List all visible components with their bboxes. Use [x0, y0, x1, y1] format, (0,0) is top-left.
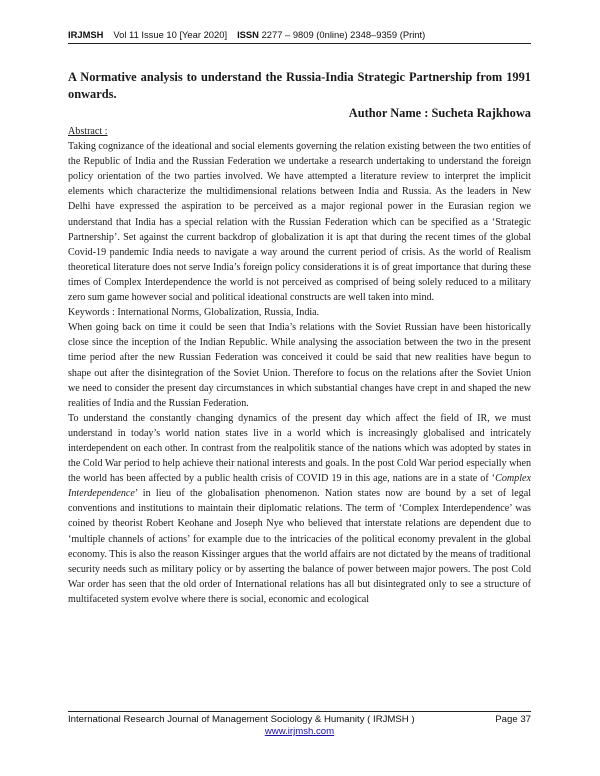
- journal-abbr: IRJMSH: [68, 29, 104, 40]
- journal-website-link[interactable]: www.irjmsh.com: [264, 726, 335, 737]
- abstract-heading: [68, 124, 531, 139]
- abstract-paragraph: Taking cognizance of the ideational and social elements governing the relation existing between the two entities of the Republic of India and the Russian Federation we undertake a research undertaking to understand the foreign policy orientation of the two parties involved. We have attempted a literature review to interpret the implicit elements which characterize the multidimensional relations between India and Russia. As the leaders in New Delhi have expressed the aspiration to be perceived as a major regional power in the Eurasian region we understand that India has a special relation with the Russian Federation which can be specified as a ‘Strategic Partnership’. Set against the current backdrop of globalization it is apt that during the recent times of the global Covid-19 pandemic India needs to navigate a way around the current period of crisis. As the world of Realism theoretical literature does not serve India’s foreign policy considerations it is of great importance that during these times of Complex Interdependence the world is not perceived as comprised of being solely reduced to a military zero sum game however social and political ideational constructs are well taken into mind.: [68, 141, 531, 304]
- para2-text-before: To understand the constantly changing dynamics of the present day which affect the field of IR, we must understand in today’s world nation states live in a world which is increasingly globalised and intricately interdependent on each other. In contrast from the realpolitik stance of the nations which was adopted by states in the Cold War period to help achieve their national interests and goals. In the post Cold War period especially when the world has been affected by a public health crisis of COVID 19 in this age, nations are in a state of ‘: [68, 412, 531, 485]
- running-header: [68, 29, 538, 40]
- page-number: Page 37: [495, 714, 531, 725]
- header-divider: [68, 43, 531, 44]
- article-title: A Normative analysis to understand the Russia-India Strategic Partnership from 1991 onwards.: [68, 70, 531, 101]
- issn-value: 2277 – 9809 (0nline) 2348–9359 (Print): [261, 29, 426, 40]
- footer-journal-name: International Research Journal of Management Sociology & Humanity ( IRJMSH ): [68, 714, 415, 725]
- para2-text-after: ’ in lieu of the globalisation phenomenon. Nation states now are bound by a set of legal conventions and institutions to maintain their diplomatic relations. The term of ‘Complex Interdependence’ was coined by theorist Robert Keohane and Joseph Nye who believed that interstate relations are dependent due to ‘multiple channels of actions’ for example due to the intricacies of the political economy prevalent in the global economy. This is also the reason Kissinger argues that the world affairs are not dictated by the means of traditional security needs such as military policy or by asserting the balance of power between major powers. The post Cold War order has seen that the old order of International relations has all but disintegrated only to see a structure of multifaceted system evolve where there is social, economic and ecological: [68, 488, 531, 605]
- page-footer: [68, 714, 531, 737]
- volume-info: Vol 11 Issue 10 [Year 2020]: [113, 29, 228, 40]
- body-paragraph-1: When going back on time it could be seen that India’s relations with the Soviet Russian have been historically close since the inception of the Indian Republic. While analysing the association between the two in the present time period after the new Russian Federation was conceived it could be said that new realities have begun to shape out after the disintegration of the Soviet Union. Therefore to focus on the relations after the Soviet Union we need to consider the present day circumstances in which substantial changes have crept in and shaped the new realities of India and the Russian Federation.: [68, 322, 531, 409]
- keywords-line: Keywords : International Norms, Globalization, Russia, India.: [68, 307, 320, 319]
- article-body: [68, 124, 531, 607]
- footer-divider: [68, 711, 531, 712]
- para2-italic-term: Complex Interdependence: [68, 473, 531, 500]
- author-name: Author Name : Sucheta Rajkhowa: [348, 106, 531, 120]
- issn-label: ISSN: [237, 29, 259, 40]
- abstract-label: Abstract :: [68, 126, 108, 137]
- body-paragraph-2: [68, 411, 531, 607]
